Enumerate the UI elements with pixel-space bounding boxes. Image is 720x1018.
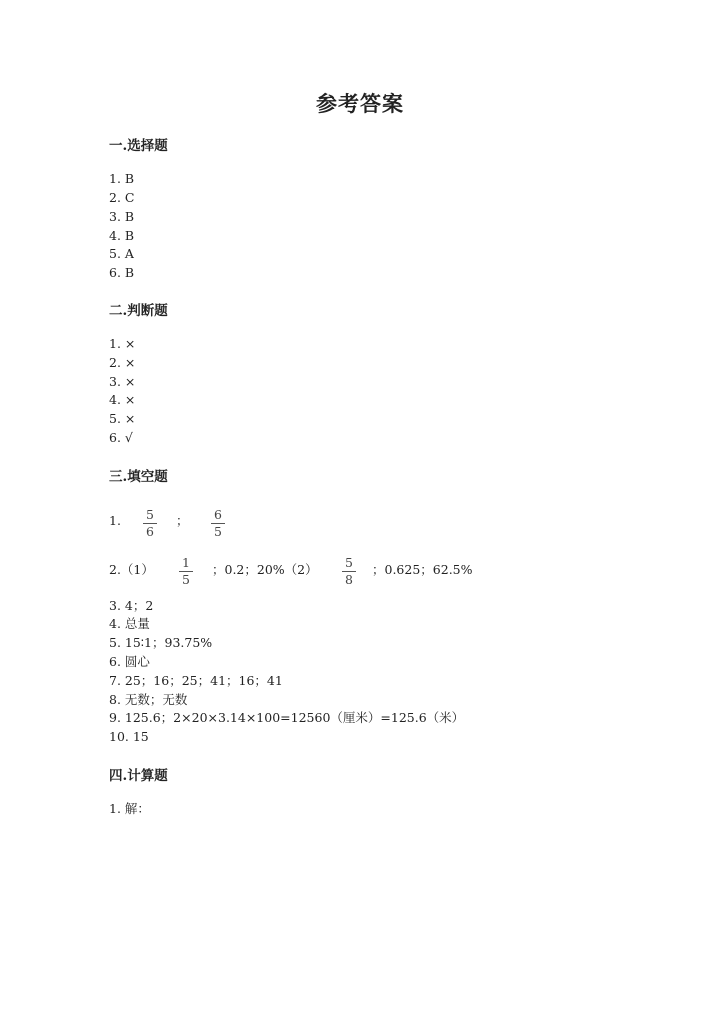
answer-line: 10. 15 (109, 729, 149, 744)
answer-label: 2.（1） (109, 562, 154, 577)
answer-line: 4. × (109, 392, 136, 407)
answer-text: ；0.2；20%（2） (212, 562, 318, 577)
fraction-numerator: 1 (182, 555, 190, 570)
section-heading-fill: 三.填空题 (109, 469, 168, 485)
answer-line: 8. 无数；无数 (109, 692, 188, 707)
answer-line: 7. 25；16；25；41；16；41 (109, 673, 283, 688)
answer-line: 3. 4；2 (109, 598, 154, 613)
answer-line: 2. C (109, 190, 135, 205)
answer-line: 5. 15∶1；93.75% (109, 635, 213, 650)
fraction-denominator: 5 (182, 572, 190, 587)
answer-text: ；0.625；62.5% (372, 562, 473, 577)
fraction-numerator: 6 (214, 507, 222, 522)
answer-line: 3. × (109, 374, 136, 389)
answer-line: 9. 125.6；2×20×3.14×100=12560（厘米）=125.6（米） (109, 710, 465, 725)
section-heading-calc: 四.计算题 (109, 768, 168, 784)
answer-label: 1. (109, 513, 121, 528)
answer-line: 6. B (109, 265, 135, 280)
page-title: 参考答案 (316, 91, 404, 116)
fraction-denominator: 6 (146, 524, 154, 539)
fraction-denominator: 5 (214, 524, 222, 539)
fraction (178, 556, 194, 587)
answer-line: 5. × (109, 411, 136, 426)
fraction (142, 508, 158, 539)
answer-line: 1. × (109, 336, 136, 351)
fraction-numerator: 5 (146, 507, 154, 522)
section-heading-judge: 二.判断题 (109, 303, 168, 319)
fraction-numerator: 5 (345, 555, 353, 570)
fraction-denominator: 8 (345, 572, 353, 587)
answer-line: 6. √ (109, 430, 133, 445)
answer-line: 1. 解： (109, 801, 150, 816)
answer-line: 3. B (109, 209, 135, 224)
answer-line: 2. × (109, 355, 136, 370)
answer-line: 1. B (109, 171, 135, 186)
section-heading-choice: 一.选择题 (109, 138, 168, 154)
answer-line: 6. 圆心 (109, 654, 150, 669)
answer-line: 5. A (109, 246, 134, 261)
fraction (341, 556, 357, 587)
answer-line: 4. B (109, 228, 135, 243)
answer-line: 4. 总量 (109, 616, 150, 631)
separator: ； (176, 513, 189, 528)
fraction (210, 508, 226, 539)
